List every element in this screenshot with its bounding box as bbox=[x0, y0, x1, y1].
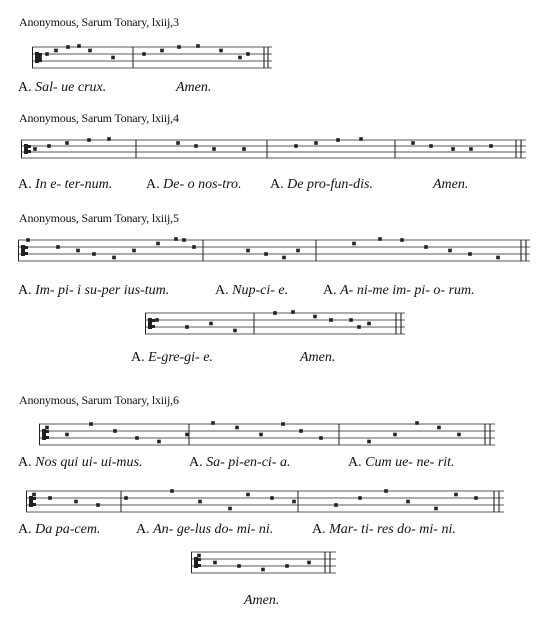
neume bbox=[56, 245, 60, 249]
neume bbox=[45, 426, 49, 430]
neume bbox=[238, 56, 242, 60]
neume bbox=[415, 421, 419, 425]
neume bbox=[384, 489, 388, 493]
neume bbox=[177, 45, 181, 49]
lyric-line: Amen. bbox=[433, 177, 469, 192]
lyric-line: A. De pro-fun-dis. bbox=[270, 177, 373, 192]
neume bbox=[65, 141, 69, 145]
neume bbox=[66, 45, 70, 49]
neume bbox=[299, 429, 303, 433]
c-clef bbox=[33, 503, 36, 506]
neume bbox=[235, 426, 239, 430]
c-clef bbox=[194, 557, 198, 568]
lyric-line: A. Sal- ue crux. bbox=[18, 80, 107, 95]
neume bbox=[313, 315, 317, 319]
c-clef bbox=[29, 496, 33, 507]
neume bbox=[92, 252, 96, 256]
neume bbox=[457, 433, 461, 437]
lyric-line: A. A- ni-me im- pi- o- rum. bbox=[323, 283, 475, 298]
neume bbox=[48, 496, 52, 500]
neume bbox=[273, 311, 277, 315]
neume bbox=[211, 421, 215, 425]
lyric-line: A. Nos qui ui- ui-mus. bbox=[18, 455, 143, 470]
c-clef bbox=[42, 429, 46, 440]
neume bbox=[292, 500, 296, 504]
neume bbox=[474, 496, 478, 500]
c-clef bbox=[21, 245, 25, 256]
c-clef bbox=[24, 144, 28, 154]
music-staff bbox=[21, 136, 526, 168]
neume bbox=[89, 422, 93, 426]
neume bbox=[155, 318, 159, 322]
neume bbox=[142, 52, 146, 56]
neume bbox=[212, 147, 216, 151]
neume bbox=[411, 141, 415, 145]
neume bbox=[352, 242, 356, 246]
neume bbox=[429, 144, 433, 148]
neume bbox=[198, 500, 202, 504]
neume bbox=[45, 52, 49, 56]
heading-lxiij-6: Anonymous, Sarum Tonary, lxiij,6 bbox=[19, 393, 179, 407]
neume bbox=[393, 433, 397, 437]
neume bbox=[194, 144, 198, 148]
lyric-line: A. Im- pi- i su-per ius-tum. bbox=[18, 283, 170, 298]
neume bbox=[233, 329, 237, 333]
lyric-line: A. Cum ue- ne- rit. bbox=[348, 455, 455, 470]
c-clef bbox=[39, 53, 42, 56]
neume bbox=[76, 249, 80, 253]
c-clef bbox=[46, 436, 49, 439]
lyric-line: A. E-gre-gi- e. bbox=[131, 350, 213, 365]
neume bbox=[424, 245, 428, 249]
neume bbox=[209, 322, 213, 326]
lyric-line: Amen. bbox=[244, 593, 280, 608]
neume bbox=[468, 252, 472, 256]
neume bbox=[367, 440, 371, 444]
neume bbox=[182, 238, 186, 242]
neume bbox=[489, 144, 493, 148]
neume bbox=[157, 440, 161, 444]
c-clef bbox=[148, 318, 152, 329]
neume bbox=[132, 249, 136, 253]
neume bbox=[329, 318, 333, 322]
heading-lxiij-3: Anonymous, Sarum Tonary, lxiij,3 bbox=[19, 15, 179, 29]
neume bbox=[54, 49, 58, 53]
neume bbox=[406, 500, 410, 504]
neume bbox=[349, 318, 353, 322]
neume bbox=[237, 564, 241, 568]
c-clef bbox=[25, 246, 28, 249]
lyric-line: A. Mar- ti- res do- mi- ni. bbox=[312, 522, 456, 537]
neume bbox=[107, 137, 111, 141]
music-staff bbox=[145, 309, 405, 343]
neume bbox=[185, 433, 189, 437]
neume bbox=[113, 429, 117, 433]
neume bbox=[296, 249, 300, 253]
neume bbox=[87, 138, 91, 142]
music-staff bbox=[39, 420, 495, 454]
neume bbox=[496, 256, 500, 260]
neume bbox=[314, 141, 318, 145]
c-clef bbox=[46, 430, 49, 433]
c-clef bbox=[39, 59, 42, 62]
music-staff bbox=[26, 487, 504, 519]
music-staff bbox=[191, 548, 336, 580]
neume bbox=[135, 436, 139, 440]
neume bbox=[334, 503, 338, 507]
neume bbox=[359, 137, 363, 141]
neume bbox=[185, 325, 189, 329]
lyric-line: A. Nup-ci- e. bbox=[215, 283, 289, 298]
music-staff bbox=[18, 236, 530, 268]
music-staff bbox=[32, 43, 272, 75]
neume bbox=[261, 568, 265, 572]
neume bbox=[259, 433, 263, 437]
neume bbox=[246, 249, 250, 253]
c-clef bbox=[152, 319, 155, 322]
neume bbox=[33, 147, 37, 151]
c-clef bbox=[198, 564, 201, 567]
neume bbox=[197, 554, 201, 558]
neume bbox=[437, 426, 441, 430]
neume bbox=[160, 49, 164, 53]
c-clef bbox=[25, 252, 28, 255]
neume bbox=[176, 141, 180, 145]
lyric-line: A. Da pa-cem. bbox=[18, 522, 101, 537]
neume bbox=[270, 496, 274, 500]
neume bbox=[65, 433, 69, 437]
neume bbox=[96, 503, 100, 507]
neume bbox=[228, 507, 232, 511]
neume bbox=[307, 561, 311, 565]
neume bbox=[451, 147, 455, 151]
heading-lxiij-4: Anonymous, Sarum Tonary, lxiij,4 bbox=[19, 111, 179, 125]
neume bbox=[294, 144, 298, 148]
c-clef bbox=[28, 145, 31, 148]
lyric-line: Amen. bbox=[300, 350, 336, 365]
neume bbox=[156, 242, 160, 246]
neume bbox=[124, 496, 128, 500]
neume bbox=[319, 436, 323, 440]
neume bbox=[448, 249, 452, 253]
lyric-line: Amen. bbox=[176, 80, 212, 95]
neume bbox=[264, 252, 268, 256]
neume bbox=[77, 44, 81, 48]
neume bbox=[282, 256, 286, 260]
heading-lxiij-5: Anonymous, Sarum Tonary, lxiij,5 bbox=[19, 211, 179, 225]
c-clef bbox=[152, 325, 155, 328]
c-clef bbox=[198, 558, 201, 561]
neume bbox=[112, 256, 116, 260]
neume bbox=[358, 496, 362, 500]
neume bbox=[242, 147, 246, 151]
lyric-line: A. In e- ter-num. bbox=[18, 177, 113, 192]
neume bbox=[281, 422, 285, 426]
neume bbox=[454, 493, 458, 497]
neume bbox=[192, 245, 196, 249]
neume bbox=[219, 49, 223, 53]
neume bbox=[400, 238, 404, 242]
neume bbox=[26, 238, 30, 242]
neume bbox=[196, 44, 200, 48]
neume bbox=[38, 56, 42, 60]
neume bbox=[88, 49, 92, 53]
neume bbox=[285, 564, 289, 568]
neume bbox=[291, 310, 295, 314]
neume bbox=[357, 325, 361, 329]
neume bbox=[174, 237, 178, 241]
c-clef bbox=[33, 497, 36, 500]
neume bbox=[213, 561, 217, 565]
neume bbox=[111, 56, 115, 60]
neume bbox=[367, 322, 371, 326]
neume bbox=[246, 52, 250, 56]
lyric-line: A. An- ge-lus do- mi- ni. bbox=[136, 522, 274, 537]
neume bbox=[336, 138, 340, 142]
neume bbox=[246, 493, 250, 497]
neume bbox=[434, 507, 438, 511]
neume bbox=[74, 500, 78, 504]
c-clef bbox=[28, 150, 31, 153]
neume bbox=[32, 493, 36, 497]
neume bbox=[378, 237, 382, 241]
lyric-line: A. De- o nos-tro. bbox=[146, 177, 242, 192]
neume bbox=[170, 489, 174, 493]
neume bbox=[47, 144, 51, 148]
neume bbox=[469, 147, 473, 151]
lyric-line: A. Sa- pi-en-ci- a. bbox=[189, 455, 291, 470]
